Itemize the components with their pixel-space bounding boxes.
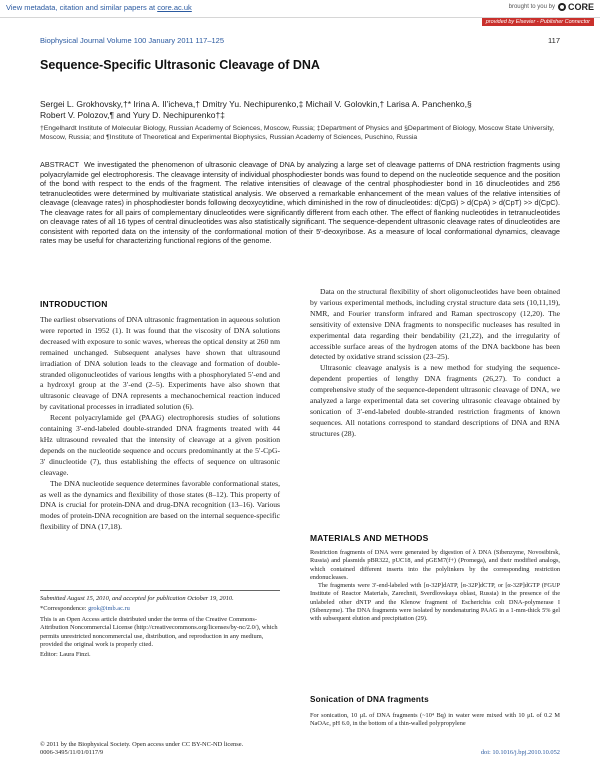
metadata-notice [6, 3, 192, 12]
core-link[interactable]: core.ac.uk [157, 3, 192, 12]
running-head [40, 36, 560, 45]
affiliations: †Engelhardt Institute of Molecular Biology, Russian Academy of Sciences, Moscow, Russia; ‡Department of Physics and §Department of Biology, Moscow State University, Moscow, Russia; and ¶Institute of Theoretical and Experimental Biophysics, Russian Academy of Sciences, Puschino, Russia [40, 125, 555, 141]
correspondence-email[interactable]: grok@imb.ac.ru [88, 605, 130, 613]
intro-paragraph-5: Ultrasonic cleavage analysis is a new method for studying the sequence-dependent properties of lengthy DNA fragments (26,27). To conduct a comprehensive study of the sequence-dependent ultrasonic cleavage of DNA, we analyzed a large experimental data set covering ultrasonic cleavage obtained by sonication of 3′-end-labeled double-stranded restriction fragments of known sequences. All notations correspond to standard descriptions of DNA and RNA structures (28). [310, 363, 560, 438]
methods-text [310, 549, 560, 624]
metadata-notice-text: View metadata, citation and similar papers at [6, 3, 156, 12]
core-logo-icon [558, 3, 566, 11]
footnote-rule [40, 590, 280, 591]
sonication-heading: Sonication of DNA fragments [310, 695, 429, 704]
right-column [310, 287, 560, 440]
authors-line-1: Sergei L. Grokhovsky,†* Irina A. Il’icheva,† Dmitry Yu. Nechipurenko,‡ Michail V. Golovkin,† Larisa A. Panchenko,§ [40, 99, 472, 109]
issn-line: 0006-3495/11/01/0117/9 [40, 749, 104, 757]
introduction-heading: INTRODUCTION [40, 299, 108, 309]
correspondence-label: *Correspondence: [40, 605, 87, 613]
intro-paragraph-3: The DNA nucleotide sequence determines favorable conformational states, as well as the dynamics and flexibility of those states (8–12). This property of DNA is crucial for protein-DNA and drug-DNA recognition (13–16). Various modes of protein-DNA recognition are based on the internal sequence-specific flexibility of DNA (17,18). [40, 478, 280, 532]
article-title: Sequence-Specific Ultrasonic Cleavage of DNA [40, 58, 320, 72]
core-logo[interactable] [558, 2, 594, 12]
methods-paragraph-1: Restriction fragments of DNA were generated by digestion of λ DNA (Sibenzyme, Novosibirsk, Russia) and plasmids pBR322, pUC18, and pGEM7(f+) (Promega), and their modified analogs, which contained different inserts into the polylinkers by the corresponding restriction endonucleases. [310, 549, 560, 581]
copyright-block [40, 741, 300, 758]
correspondence [40, 605, 280, 613]
footnotes [40, 595, 280, 662]
abstract-text: We investigated the phenomenon of ultrasonic cleavage of DNA by analyzing a large set of cleavage patterns of DNA restriction fragments using polyacrylamide gel electrophoresis. The cleavage intensity of individual phosphodiester bonds was found to depend on the nucleotide sequence and the position of the bond with respect to the ends of the fragment. The relative intensities of cleavage of the central phosphodiester bond in 16 dinucleotides and 256 tetranucleotides were determined by multivariate statistical analysis. We observed a remarkable enhancement of the mean values of the relative intensities of cleavage (cleavage rates) in phosphodiester bonds following deoxycytidine, which diminished in the row of dinucleotides: d(CpG) > d(CpA) > d(CpT) >> d(CpC). The cleavage rates for all pairs of complementary dinucleotides were significantly different from each other. The effect of flanking nucleotides in tetranucleotides on cleavage rates of all 16 types of central dinucleotides was also statistically significant. The sequence-dependent ultrasonic cleavage rates of dinucleotides are consistent with reported data on the intensity of the conformational motion of their 5′-deoxyribose. As a measure of local conformational dynamics, cleavage rates may be useful for characterizing functional regions of the genome. [40, 160, 560, 245]
submission-dates: Submitted August 15, 2010, and accepted for publication October 19, 2010. [40, 595, 234, 602]
brought-by [509, 2, 594, 12]
core-logo-text: CORE [567, 2, 594, 12]
authors-line-2: Robert V. Polozov,¶ and Yury D. Nechipurenko†‡ [40, 110, 225, 120]
provided-by-badge[interactable]: provided by Elsevier - Publisher Connector [482, 18, 594, 26]
left-column [40, 315, 280, 533]
journal-citation: Biophysical Journal Volume 100 January 2011 117–125 [40, 36, 225, 45]
authors [40, 99, 560, 121]
abstract-label: ABSTRACT [40, 160, 79, 169]
brought-by-text: brought to you by [508, 4, 555, 10]
intro-paragraph-2: Recent polyacrylamide gel (PAAG) electrophoresis studies of solutions containing 3′-end-labeled double-stranded DNA fragments treated with 44 kHz ultrasound revealed that the intensity of cleavage at a given position depends on the nucleotide sequence and occurs predominantly at the 5′-CpG-3′ dinucleotide (7), thus establishing the effects of sequence on ultrasonic cleavage. [40, 413, 280, 477]
intro-paragraph-4: Data on the structural flexibility of short oligonucleotides have been obtained by various experimental methods, including crystal structure data sets (10,11,19), NMR, and Fourier transform infrared and Raman spectroscopy (12,20). The sensitivity of extensive DNA fragments to nonspecific nucleases has resulted in experimental data regarding their bendability (21,22), and the irregularity of accessible surface areas of the hydrogen atoms of the DNA backbone has been detected by oxidative strand scission (23–25). [310, 287, 560, 362]
methods-paragraph-3: For sonication, 10 μL of DNA fragments (~10⁴ Bq) in water were mixed with 10 μL of 0.2 M NaOAc, pH 6.0, in the bottom of a thin-walled polypropylene [310, 712, 560, 728]
intro-paragraph-1: The earliest observations of DNA ultrasonic fragmentation in aqueous solution were reported in 1952 (1). It was found that the viscosity of DNA solutions decreased with exposure to sonic waves, whereas the optical density at 260 nm remained unchanged. Subsequent analyses have shown that ultrasound irradiation of DNA solution leads to the cleavage and formation of double-stranded oligonucleotides of various lengths with a phosphorylated 5′-end and a hydroxyl group at the 3′-end (2–5). Experiments have also shown that ultrasonic cleavage of DNA represents a mechanochemical reaction induced by cavitational processes in irradiated solution (6). [40, 315, 280, 412]
abstract [40, 160, 560, 246]
methods-paragraph-2: The fragments were 3′-end-labeled with [α-32P]dATP, [α-32P]dCTP, or [α-32P]dGTP (FGUP Institute of Reactor Materials, Zarechnii, Sverdlovskaya oblast, Russia) in the presence of the unlabeled other dNTP and the Klenow fragment of Escherichia coli DNA-polymerase I (Sibenzyme). The DNA fragments were isolated by nondenaturing PAAG in a 1-mm-thick 5% gel with subsequent elution and precipitation (29). [310, 582, 560, 623]
sonication-text [310, 712, 560, 729]
doi-link[interactable]: doi: 10.1016/j.bpj.2010.10.052 [480, 749, 560, 756]
core-banner [0, 0, 600, 18]
page-number: 117 [548, 36, 560, 45]
license-statement: This is an Open Access article distributed under the terms of the Creative Commons-Attribution Noncommercial License (http://creativecommons.org/licenses/by-nc/2.0/), which permits unrestricted noncommercial use, distribution, and reproduction in any medium, provided the original work is properly cited. [40, 615, 278, 649]
editor-note: Editor: Laura Finzi. [40, 651, 91, 659]
methods-heading: MATERIALS AND METHODS [310, 533, 429, 543]
copyright-line: © 2011 by the Biophysical Society. Open access under CC BY-NC-ND license. [40, 741, 244, 748]
